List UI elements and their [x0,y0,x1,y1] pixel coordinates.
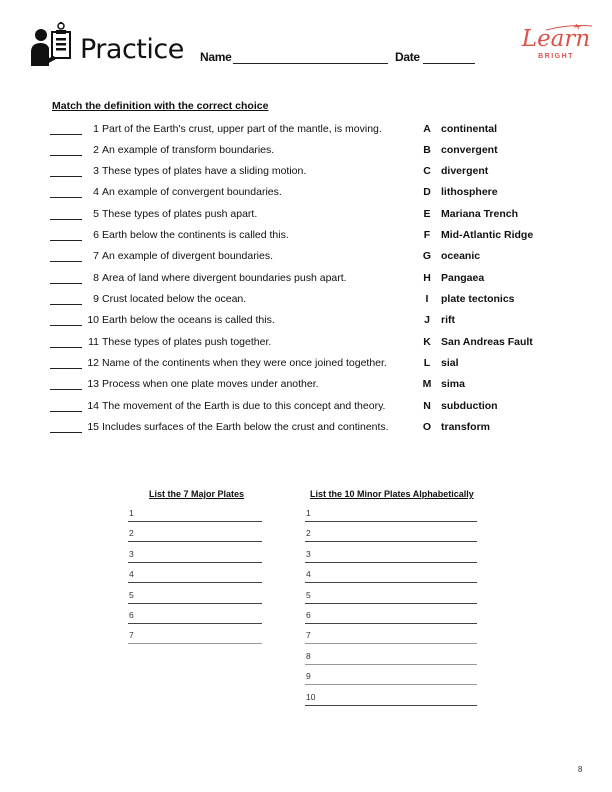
minor-plate-line[interactable] [305,589,477,604]
line-number: 2 [129,528,134,538]
date-field[interactable] [423,63,475,64]
question-text: The movement of the Earth is due to this concept and theory. [102,400,386,412]
choice-letter: F [423,229,431,241]
question-number: 7 [93,250,99,262]
question-text: These types of plates push together. [102,336,272,348]
choice-text: rift [441,314,455,326]
choice-letter: K [423,336,431,348]
question-number: 15 [87,421,99,433]
choice-letter: C [423,165,431,177]
page-number: 8 [578,765,583,774]
line-number: 8 [306,651,311,661]
choice-letter: B [423,144,431,156]
choice-letter: D [423,186,431,198]
minor-plate-line[interactable] [305,670,477,685]
line-number: 4 [306,569,311,579]
date-label: Date [395,50,420,64]
line-number: 2 [306,528,311,538]
question-text: These types of plates have a sliding motion. [102,165,307,177]
question-row [50,377,410,395]
question-number: 9 [93,293,99,305]
question-row [50,143,410,161]
line-number: 3 [129,549,134,559]
choice-letter: I [425,293,429,305]
choice-letter: H [423,272,431,284]
question-number: 12 [87,357,99,369]
choice-text: Mariana Trench [441,208,519,220]
major-plate-line[interactable] [128,629,262,644]
answer-blank[interactable] [50,134,82,135]
choice-letter: L [423,357,431,369]
line-number: 6 [129,610,134,620]
logo-bright-text: BRIGHT [538,53,574,60]
question-text: Process when one plate moves under another. [102,378,319,390]
minor-plates-title: List the 10 Minor Plates Alphabetically [310,489,474,499]
logo-learn-text: Learn [521,26,591,52]
question-text: Earth below the oceans is called this. [102,314,275,326]
answer-blank[interactable] [50,389,82,390]
choice-text: Mid-Atlantic Ridge [441,229,534,241]
question-row [50,292,410,310]
choice-text: convergent [441,144,498,156]
major-plates-title: List the 7 Major Plates [149,489,245,499]
line-number: 9 [306,671,311,681]
choice-letter: G [422,250,432,262]
question-number: 8 [93,272,99,284]
major-plate-line[interactable] [128,609,262,624]
answer-blank[interactable] [50,176,82,177]
choice-letter: E [423,208,431,220]
answer-blank[interactable] [50,347,82,348]
question-text: Earth below the continents is called this. [102,229,289,241]
major-plate-line[interactable] [128,568,262,583]
choice-text: continental [441,123,498,135]
line-number: 6 [306,610,311,620]
question-text: An example of convergent boundaries. [102,186,282,198]
question-text: Name of the continents when they were once joined together. [102,357,387,369]
line-number: 7 [129,630,134,640]
question-text: Includes surfaces of the Earth below the crust and continents. [102,421,389,433]
major-plate-line[interactable] [128,589,262,604]
choice-text: sima [441,378,465,390]
line-number: 1 [129,508,134,518]
choice-text: sial [441,357,459,369]
question-number: 14 [87,400,99,412]
name-label: Name [200,50,232,64]
question-row [50,122,410,140]
question-row [50,356,410,374]
minor-plate-line[interactable] [305,691,477,706]
minor-plate-line[interactable] [305,507,477,522]
question-number: 5 [93,208,99,220]
choice-letter: N [423,400,431,412]
question-text: An example of transform boundaries. [102,144,275,156]
minor-plate-line[interactable] [305,609,477,624]
answer-blank[interactable] [50,197,82,198]
question-number: 11 [88,336,99,348]
question-text: An example of divergent boundaries. [102,250,274,262]
name-field[interactable] [233,63,388,64]
answer-blank[interactable] [50,261,82,262]
question-row [50,164,410,182]
matching-section-title: Match the definition with the correct choice [52,100,269,112]
answer-blank[interactable] [50,304,82,305]
answer-blank[interactable] [50,240,82,241]
question-row [50,420,410,438]
choice-text: Pangaea [441,272,485,284]
minor-plate-line[interactable] [305,527,477,542]
line-number: 5 [129,590,134,600]
answer-blank[interactable] [50,432,82,433]
question-row [50,399,410,417]
line-number: 10 [306,692,316,702]
question-row [50,228,410,246]
minor-plate-line[interactable] [305,650,477,665]
learn-bright-logo [518,26,594,68]
choice-text: transform [441,421,491,433]
question-row [50,185,410,203]
question-number: 4 [93,186,99,198]
answer-blank[interactable] [50,325,82,326]
question-row [50,271,410,289]
question-number: 10 [87,314,99,326]
answer-blank[interactable] [50,155,82,156]
answer-blank[interactable] [50,411,82,412]
line-number: 7 [306,630,311,640]
question-text: Crust located below the ocean. [102,293,247,305]
line-number: 5 [306,590,311,600]
line-number: 1 [306,508,311,518]
question-number: 2 [93,144,99,156]
major-plate-line[interactable] [128,507,262,522]
minor-plate-line[interactable] [305,629,477,644]
answer-blank[interactable] [50,219,82,220]
question-number: 3 [93,165,99,177]
choice-letter: A [423,123,431,135]
choice-text: San Andreas Fault [441,336,533,348]
practice-person-clipboard-icon [30,22,74,70]
minor-plate-line[interactable] [305,568,477,583]
major-plate-line[interactable] [128,548,262,563]
choice-letter: O [422,421,432,433]
question-number: 13 [87,378,99,390]
page-title: Practice [80,34,184,65]
choice-text: oceanic [441,250,481,262]
question-text: Part of the Earth's crust, upper part of the mantle, is moving. [102,123,382,135]
choice-text: plate tectonics [441,293,515,305]
minor-plate-line[interactable] [305,548,477,563]
question-number: 1 [93,123,99,135]
answer-blank[interactable] [50,283,82,284]
question-row [50,335,410,353]
major-plate-line[interactable] [128,527,262,542]
answer-blank[interactable] [50,368,82,369]
question-text: These types of plates push apart. [102,208,258,220]
choice-letter: M [422,378,432,390]
line-number: 4 [129,569,134,579]
choice-text: subduction [441,400,498,412]
question-row [50,313,410,331]
question-number: 6 [93,229,99,241]
question-row [50,207,410,225]
question-row [50,249,410,267]
choice-text: lithosphere [441,186,498,198]
worksheet-header [0,0,612,80]
question-text: Area of land where divergent boundaries push apart. [102,272,347,284]
choice-letter: J [424,314,430,326]
choice-text: divergent [441,165,489,177]
line-number: 3 [306,549,311,559]
